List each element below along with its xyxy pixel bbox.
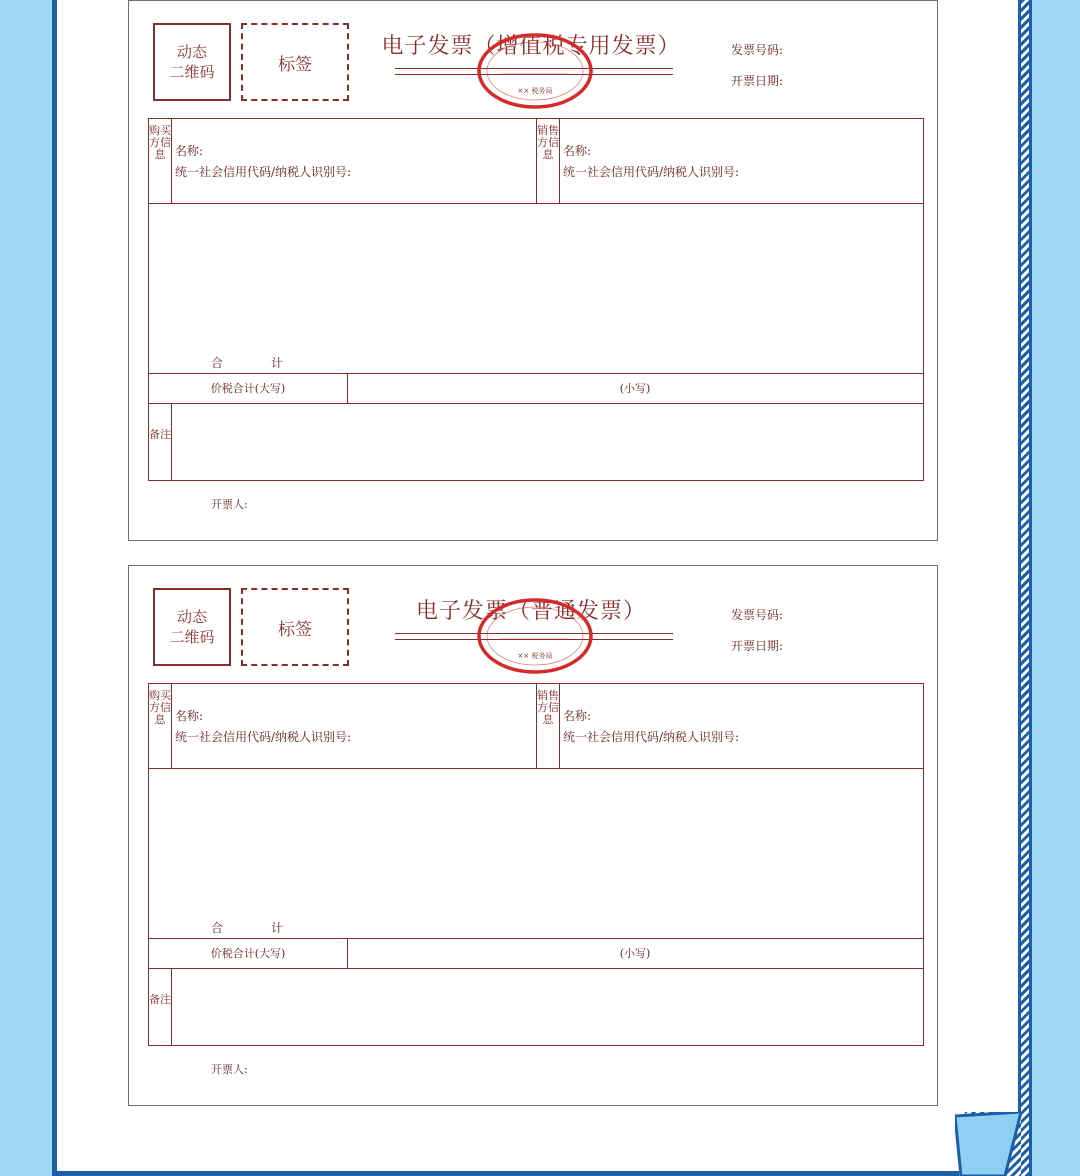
seal-text: ×× 税务局 (517, 652, 553, 660)
buyer-tax-id-label: 统一社会信用代码/纳税人识别号: (175, 165, 352, 179)
divider (171, 968, 172, 1046)
buyer-name-label: 名称: (175, 709, 204, 723)
issue-date-label: 开票日期: (731, 74, 784, 88)
divider (149, 768, 923, 769)
sum-label-he: 合 (211, 356, 224, 370)
seller-name-label: 名称: (563, 709, 592, 723)
divider (149, 968, 923, 969)
invoice-title: 电子发票（普通发票） (415, 599, 646, 624)
divider (171, 119, 172, 203)
divider (149, 403, 923, 404)
seller-tax-id-label: 统一社会信用代码/纳税人识别号: (563, 730, 740, 744)
divider (559, 119, 560, 203)
seller-name-label: 名称: (563, 144, 592, 158)
drawer-label: 开票人: (211, 1063, 248, 1076)
seller-info-side-label: 销售方信息 (537, 124, 559, 161)
striped-page-edge (1018, 0, 1032, 1176)
issue-date-label: 开票日期: (731, 639, 784, 653)
divider (149, 203, 923, 204)
sum-label-ji: 计 (271, 921, 284, 935)
seal-text: ×× 税务局 (517, 87, 553, 95)
tax-bureau-seal-stamp (475, 31, 595, 111)
buyer-name-label: 名称: (175, 144, 204, 158)
seller-info-side-label: 销售方信息 (537, 689, 559, 726)
total-capital-label: 价税合计(大写) (210, 947, 286, 960)
invoice-table (148, 683, 924, 1046)
invoice-vat-special (128, 0, 938, 541)
drawer-label: 开票人: (211, 498, 248, 511)
tag-box: 标签 (241, 588, 349, 666)
sum-label (211, 919, 283, 936)
invoice-number-label: 发票号码: (731, 608, 784, 622)
buyer-info-side-label: 购买方信息 (149, 689, 171, 726)
tag-box: 标签 (241, 23, 349, 101)
invoice-general (128, 565, 938, 1106)
sum-label-ji: 计 (271, 356, 284, 370)
invoice-title: 电子发票（增值税专用发票） (381, 34, 681, 59)
invoice-table (148, 118, 924, 481)
buyer-info-side-label: 购买方信息 (149, 124, 171, 161)
remark-side-label: 备注 (149, 428, 171, 441)
total-capital-label: 价税合计(大写) (210, 382, 286, 395)
sum-label (211, 354, 283, 371)
remark-side-label: 备注 (149, 993, 171, 1006)
total-small-label: (小写) (619, 382, 651, 395)
invoice-number-label: 发票号码: (731, 43, 784, 57)
buyer-tax-id-label: 统一社会信用代码/纳税人识别号: (175, 730, 352, 744)
tax-bureau-seal-stamp (475, 596, 595, 676)
page-curl-corner (955, 1112, 1035, 1176)
divider (171, 403, 172, 481)
seller-tax-id-label: 统一社会信用代码/纳税人识别号: (563, 165, 740, 179)
sum-label-he: 合 (211, 921, 224, 935)
divider (171, 684, 172, 768)
divider (559, 684, 560, 768)
dynamic-qr-code-box: 动态 二维码 (153, 588, 231, 666)
total-small-label: (小写) (619, 947, 651, 960)
dynamic-qr-code-box: 动态 二维码 (153, 23, 231, 101)
